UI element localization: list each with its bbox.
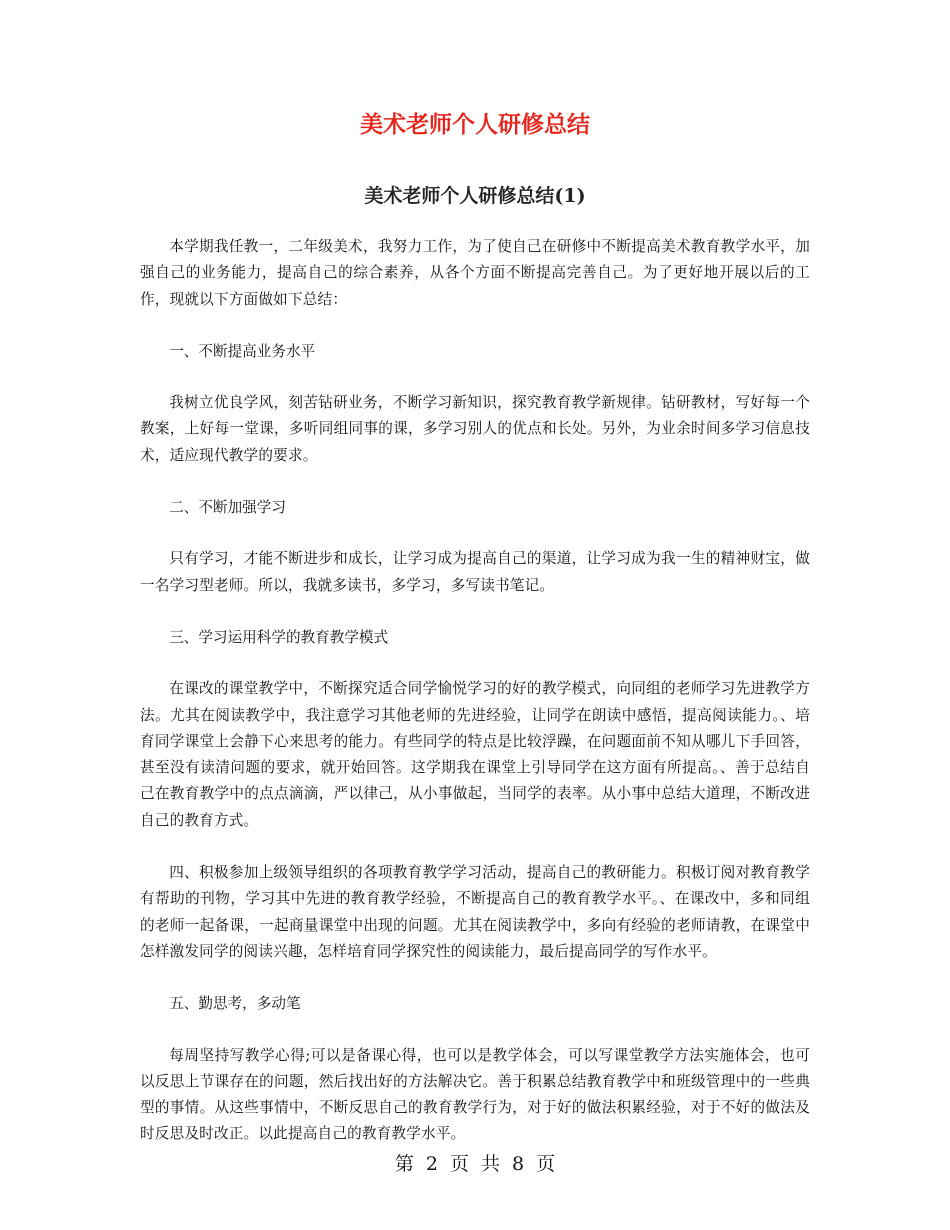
section-heading-1: 一、不断提高业务水平 (169, 342, 316, 360)
paragraph-2: 只有学习，才能不断进步和成长，让学习成为提高自己的渠道，让学习成为我一生的精神财宝，做一名学习型老师。所以，我就多读书，多学习，多写读书笔记。 (140, 550, 810, 594)
section-heading-3: 三、学习运用科学的教育教学模式 (169, 628, 389, 646)
document-subtitle: 美术老师个人研修总结(1) (364, 185, 586, 207)
section-heading-5: 五、勤思考，多动笔 (169, 995, 301, 1013)
section-heading-2: 二、不断加强学习 (169, 499, 286, 517)
page-number: 第 2 页 共 8 页 (394, 1153, 556, 1175)
paragraph-4: 四、积极参加上级领导组织的各项教育教学学习活动，提高自己的教研能力。积极订阅对教育教学有帮助的刊物，学习其中先进的教育教学经验，不断提高自己的教育教学水平。、在课改中，多和同组的老师一起备课，一起商量课堂中出现的问题。尤其在阅读教学中，多向有经验的老师请教，在课堂中怎样激发同学的阅读兴趣，怎样培育同学探究性的阅读能力，最后提高同学的写作水平。 (140, 864, 810, 960)
document-body (140, 234, 810, 1174)
paragraph-1: 我树立优良学风，刻苦钻研业务，不断学习新知识，探究教育教学新规律。钻研教材，写好每一个教案，上好每一堂课，多听同组同事的课，多学习别人的优点和长处。另外，为业余时间多学习信息技术，适应现代教学的要求。 (140, 394, 810, 464)
paragraph-3: 在课改的课堂教学中，不断探究适合同学愉悦学习的好的教学模式，向同组的老师学习先进教学方法。尤其在阅读教学中，我注意学习其他老师的先进经验，让同学在朗读中感悟，提高阅读能力。、培育同学课堂上会静下心来思考的能力。有些同学的特点是比较浮躁，在问题面前不知从哪儿下手回答，甚至没有读清问题的要求，就开始回答。这学期我在课堂上引导同学在这方面有所提高。、善于总结自己在教育教学中的点点滴滴，严以律己，从小事做起，当同学的表率。从小事中总结大道理，不断改进自己的教育方式。 (140, 680, 810, 829)
document-title: 美术老师个人研修总结 (360, 112, 590, 138)
paragraph-5: 每周坚持写教学心得;可以是备课心得，也可以是教学体会，可以写课堂教学方法实施体会，也可以反思上节课存在的问题，然后找出好的方法解决它。善于积累总结教育教学中和班级管理中的一些典型的事情。从这些事情中，不断反思自己的教育教学行为，对于好的做法积累经验，对于不好的做法及时反思及时改正。以此提高自己的教育教学水平。 (140, 1046, 810, 1143)
paragraph-intro: 本学期我任教一，二年级美术，我努力工作，为了使自己在研修中不断提高美术教育教学水平，加强自己的业务能力，提高自己的综合素养，从各个方面不断提高完善自己。为了更好地开展以后的工作，现就以下方面做如下总结： (140, 238, 810, 308)
